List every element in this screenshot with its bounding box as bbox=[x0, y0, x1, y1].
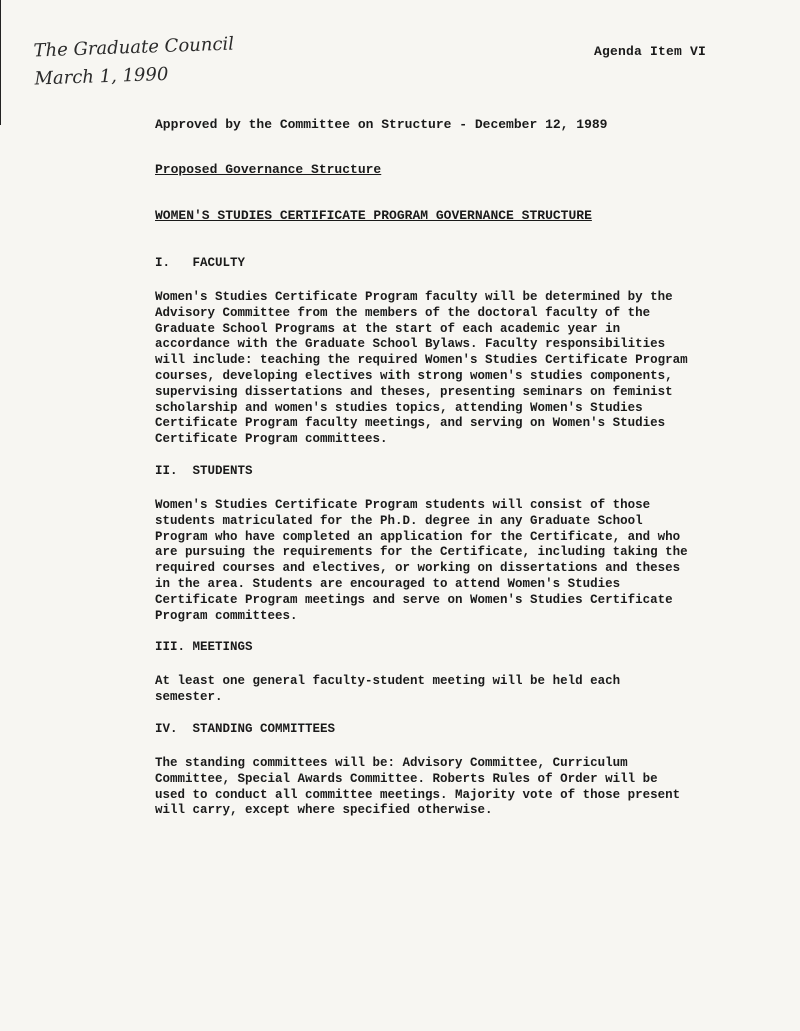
text-line: Women's Studies Certificate Program students will consist of those bbox=[155, 497, 651, 512]
text-line: Program who have completed an application for the Certificate, and who bbox=[155, 529, 681, 544]
section-heading-standing-committees: IV. STANDING COMMITTEES bbox=[155, 721, 336, 736]
handwritten-note-line-2: March 1, 1990 bbox=[34, 63, 169, 90]
text-line: Committee, Special Awards Committee. Roberts Rules of Order will be bbox=[155, 771, 658, 786]
document-title: WOMEN'S STUDIES CERTIFICATE PROGRAM GOVERNANCE STRUCTURE bbox=[155, 208, 592, 223]
section-heading-faculty: I. FACULTY bbox=[155, 256, 246, 270]
text-line: Program committees. bbox=[155, 608, 298, 623]
handwritten-note bbox=[33, 31, 235, 94]
scan-edge-line bbox=[0, 0, 1, 125]
text-line: scholarship and women's studies topics, attending Women's Studies bbox=[155, 400, 643, 415]
text-line: courses, developing electives with strong women's studies components, bbox=[155, 368, 673, 383]
text-line: are pursuing the requirements for the Certificate, including taking the bbox=[155, 545, 688, 560]
section-paragraph-students bbox=[155, 498, 730, 624]
text-line: Certificate Program meetings and serve on Women's Studies Certificate bbox=[155, 592, 673, 607]
text-line: in the area. Students are encouraged to attend Women's Studies bbox=[155, 576, 621, 591]
text-line: accordance with the Graduate School Bylaws. Faculty responsibilities bbox=[155, 337, 666, 352]
text-line: students matriculated for the Ph.D. degree in any Graduate School bbox=[155, 513, 643, 528]
text-line: Women's Studies Certificate Program faculty will be determined by the bbox=[155, 290, 673, 304]
text-line: Graduate School Programs at the start of each academic year in bbox=[155, 321, 621, 336]
text-line: required courses and electives, or working on dissertations and theses bbox=[155, 561, 681, 576]
text-line: supervising dissertations and theses, presenting seminars on feminist bbox=[155, 384, 673, 399]
text-line: will carry, except where specified otherwise. bbox=[155, 803, 493, 818]
text-line: Certificate Program committees. bbox=[155, 432, 388, 447]
section-heading-students: II. STUDENTS bbox=[155, 463, 253, 478]
proposed-heading: Proposed Governance Structure bbox=[155, 162, 382, 177]
handwritten-note-line-1: The Graduate Council bbox=[33, 33, 235, 62]
text-line: Certificate Program faculty meetings, and serving on Women's Studies bbox=[155, 416, 666, 431]
section-heading-meetings: III. MEETINGS bbox=[155, 640, 253, 655]
document-body bbox=[155, 256, 730, 835]
text-line: Advisory Committee from the members of the doctoral faculty of the bbox=[155, 305, 651, 320]
text-line: semester. bbox=[155, 690, 223, 705]
section-paragraph-faculty bbox=[155, 290, 730, 448]
text-line: used to conduct all committee meetings. Majority vote of those present bbox=[155, 787, 681, 802]
section-paragraph-meetings bbox=[155, 674, 730, 706]
text-line: The standing committees will be: Advisory Committee, Curriculum bbox=[155, 755, 628, 770]
approval-line: Approved by the Committee on Structure - December 12, 1989 bbox=[155, 117, 608, 132]
section-paragraph-standing-committees bbox=[155, 756, 730, 819]
text-line: will include: teaching the required Women's Studies Certificate Program bbox=[155, 353, 688, 368]
text-line: At least one general faculty-student meeting will be held each bbox=[155, 674, 621, 689]
agenda-item-label: Agenda Item VI bbox=[594, 44, 707, 59]
